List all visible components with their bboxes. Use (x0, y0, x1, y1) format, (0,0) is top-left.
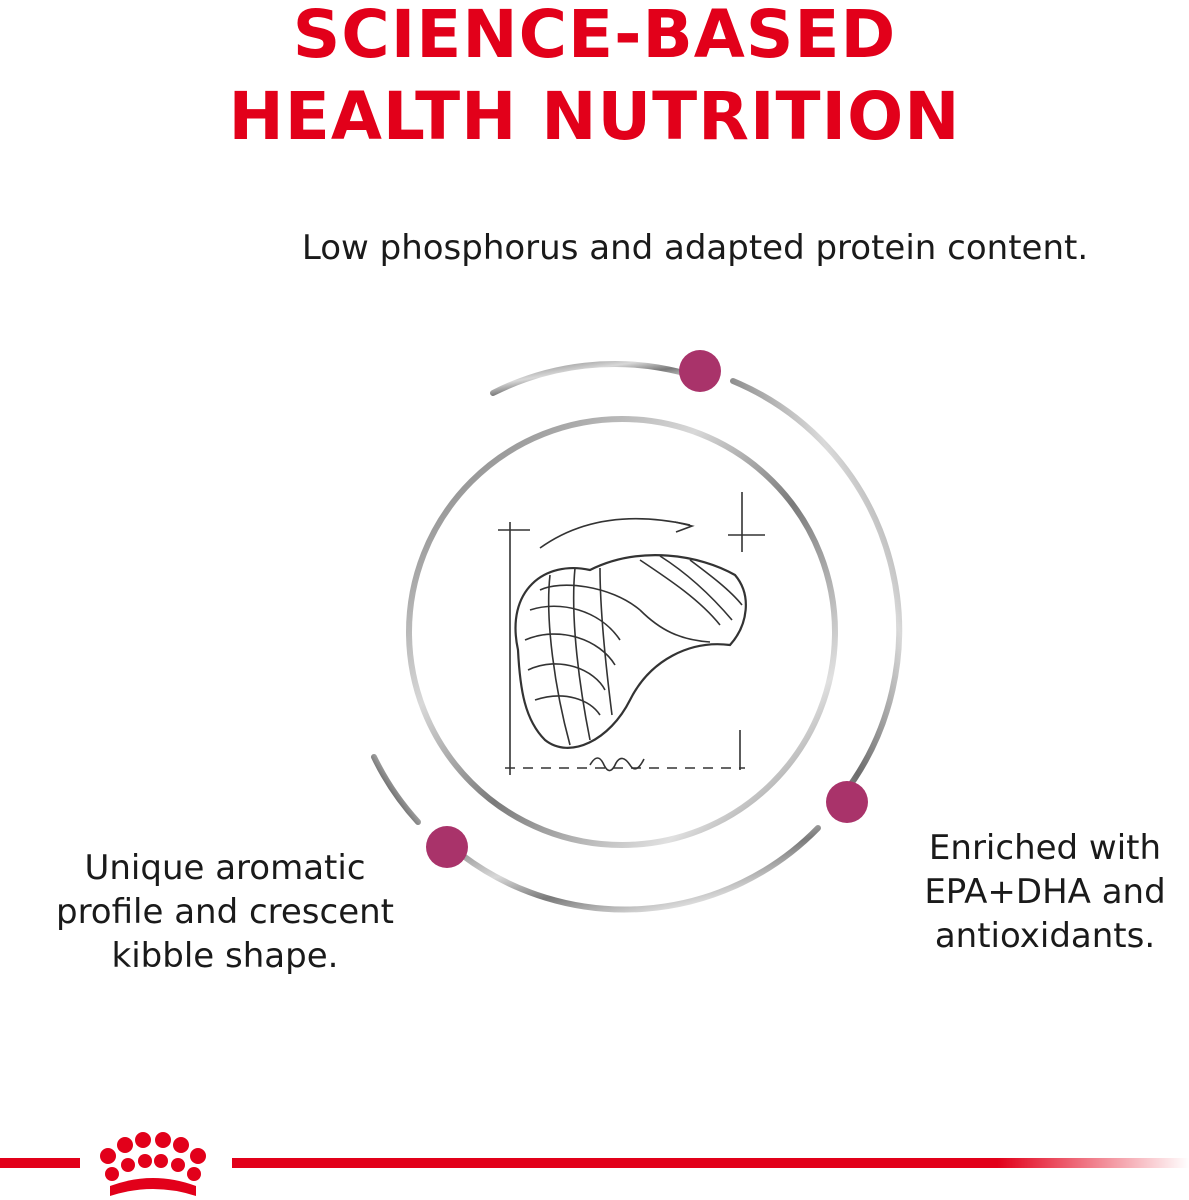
feature-left-line-3: kibble shape. (111, 936, 339, 976)
footer-line-right (232, 1158, 1189, 1168)
feature-right-line-1: Enriched with (928, 828, 1162, 868)
outer-ring-arc-bottom (462, 828, 818, 910)
title-line-2: HEALTH NUTRITION (228, 78, 961, 155)
inner-ring (409, 419, 835, 845)
outer-ring-arc-left (374, 757, 418, 822)
accent-dot-left (426, 826, 468, 868)
feature-left-line-1: Unique aromatic (84, 848, 366, 888)
footer-line-left (0, 1158, 80, 1168)
kibble-sketch-icon (498, 492, 765, 775)
accent-dot-right (826, 781, 868, 823)
feature-top-text: Low phosphorus and adapted protein content. (301, 228, 1089, 268)
outer-ring-arc-top (493, 364, 680, 393)
title-line-1: SCIENCE-BASED (292, 0, 897, 73)
accent-dot-top (679, 350, 721, 392)
feature-left-line-2: profile and crescent (55, 892, 395, 932)
crown-logo-icon (100, 1132, 206, 1196)
feature-right-line-2: EPA+DHA and (924, 872, 1166, 912)
footer-band (0, 1120, 1189, 1200)
feature-right-line-3: antioxidants. (934, 916, 1156, 956)
outer-ring-arc-right (733, 381, 899, 795)
